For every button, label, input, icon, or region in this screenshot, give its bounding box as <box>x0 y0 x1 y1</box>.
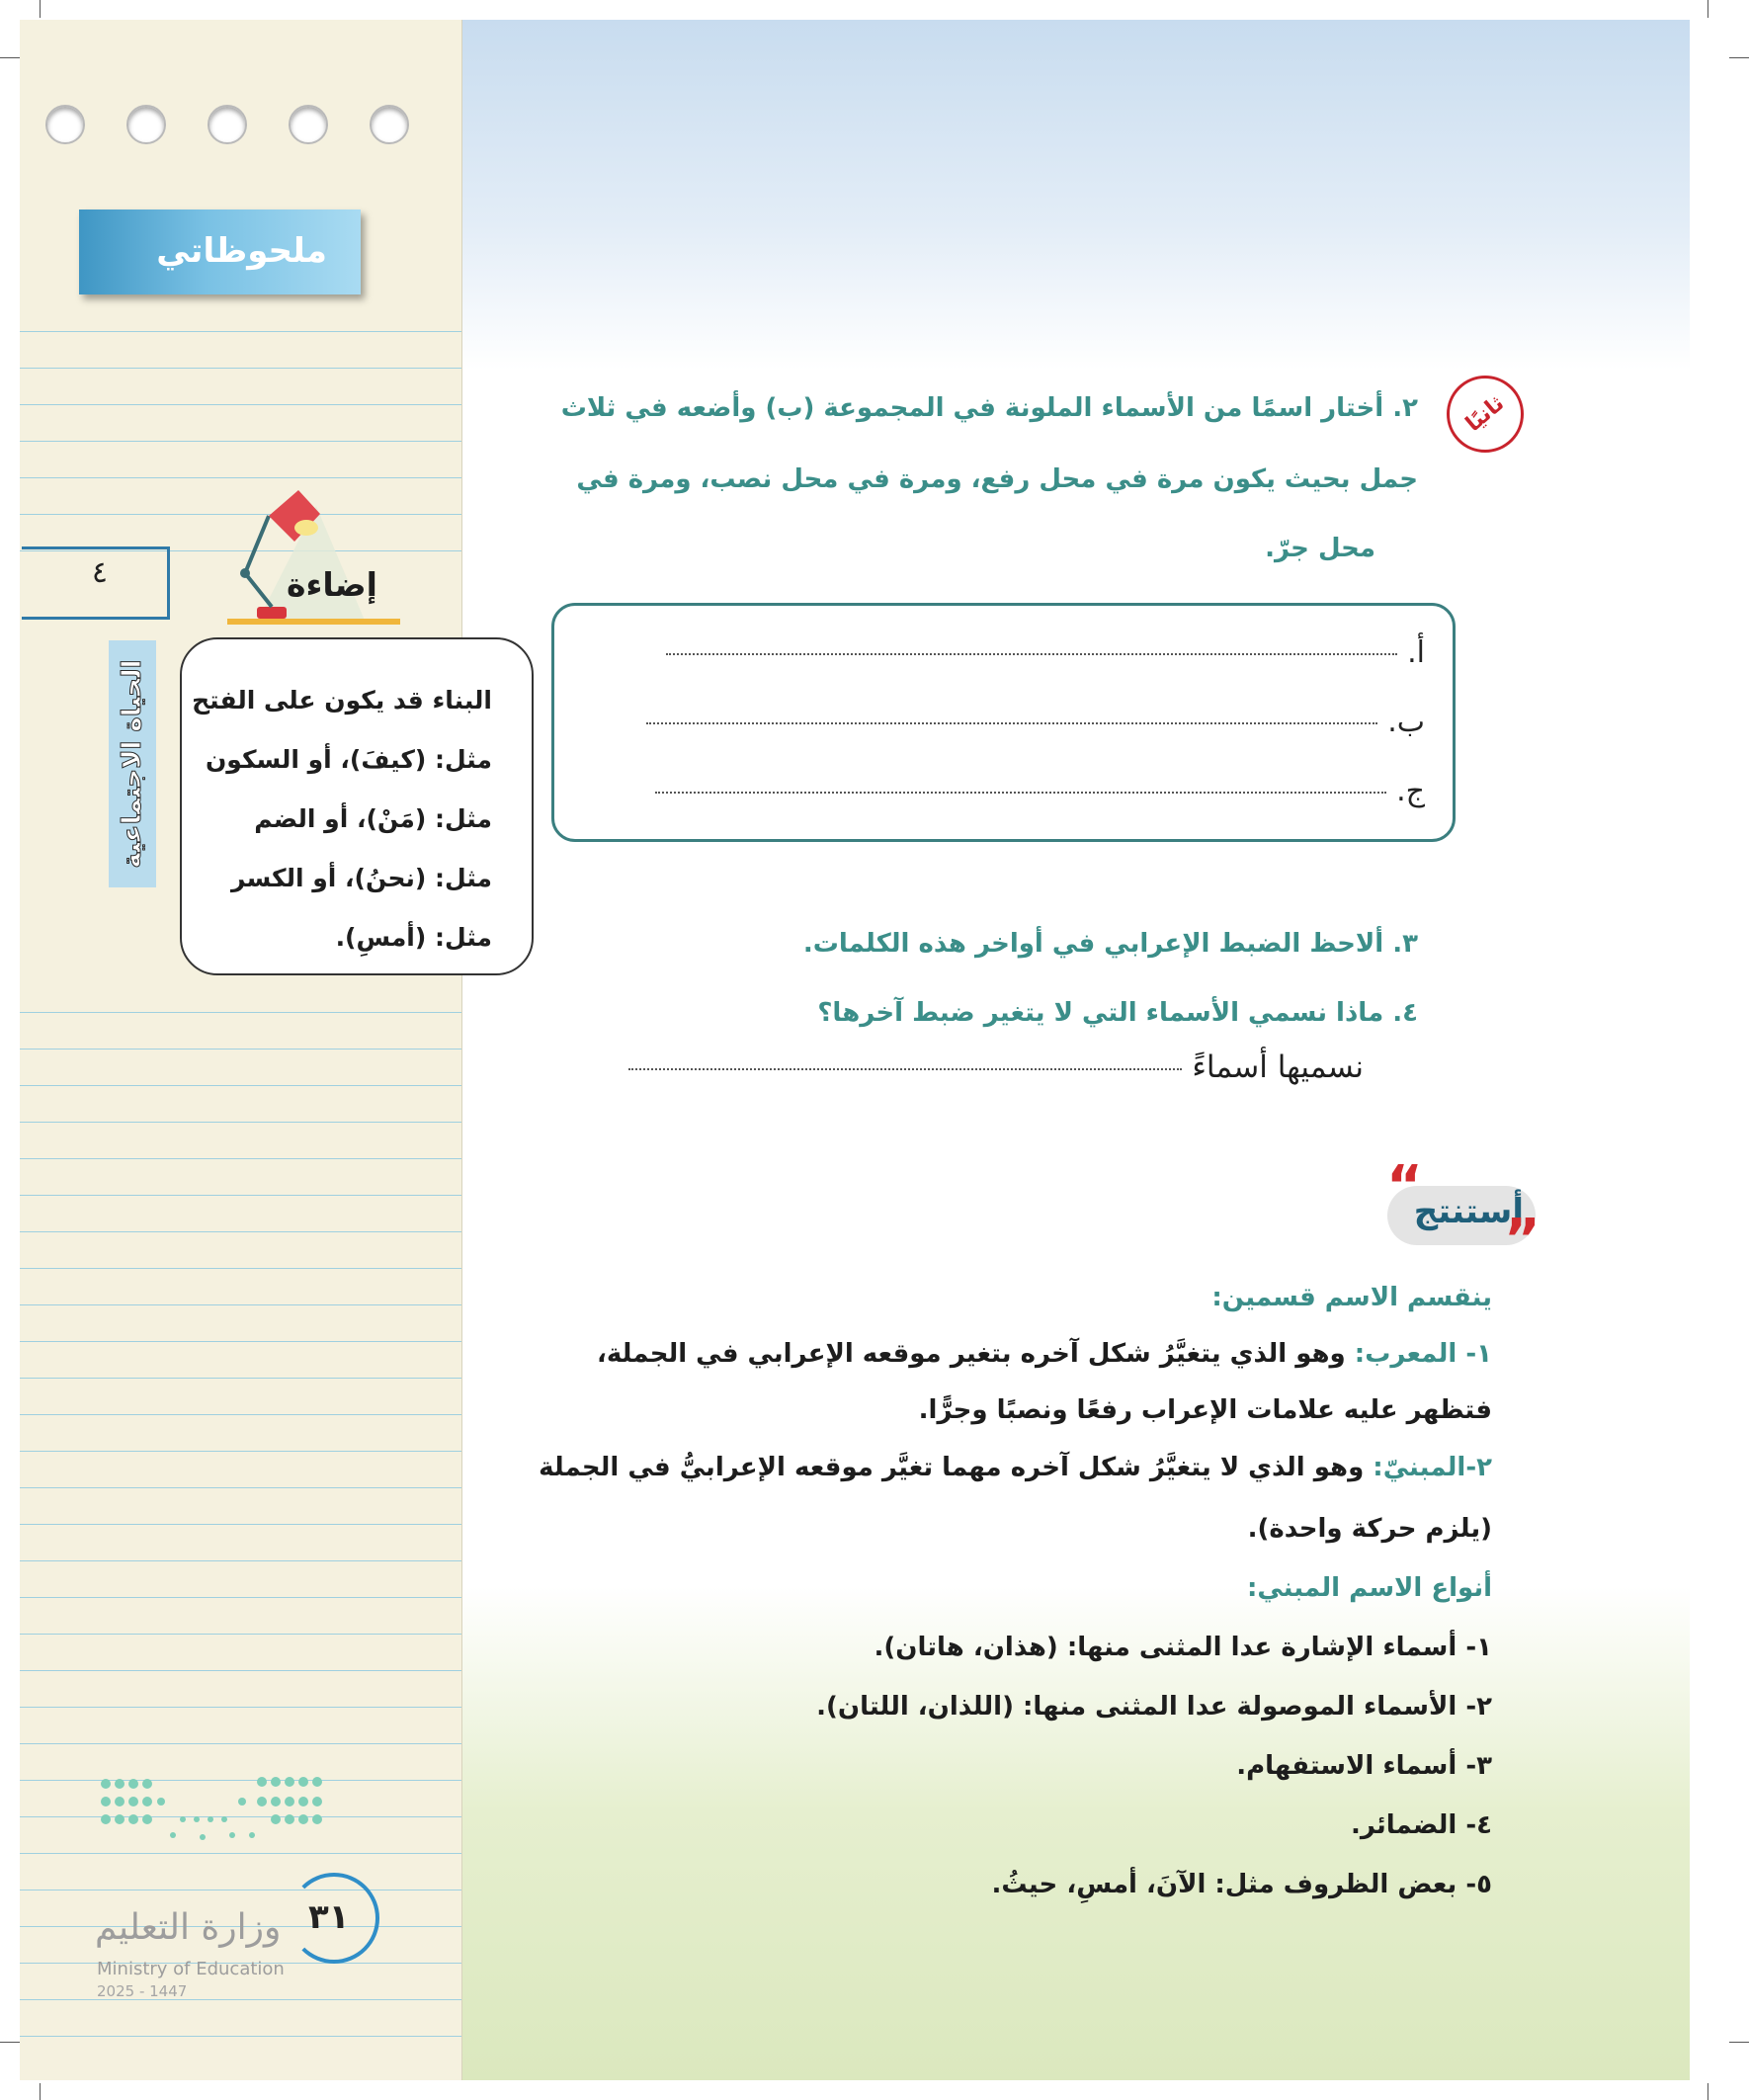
notes-sidebar <box>20 20 462 2080</box>
answer-input-b[interactable] <box>646 722 1377 724</box>
tip-line: البناء قد يكون على الفتح <box>192 686 492 714</box>
lamp-icon <box>217 484 415 632</box>
note-line <box>20 1231 461 1232</box>
question-2-line-2: جمل بحيث يكون مرة في محل رفع، ومرة في محل نصب، ومرة في <box>576 464 1418 494</box>
answer-row-a <box>666 635 1425 670</box>
note-line <box>20 1670 461 1671</box>
note-line <box>20 1414 461 1415</box>
binder-hole <box>45 105 85 144</box>
tip-line: مثل: (نحنُ)، أو الكسر <box>231 864 492 892</box>
question-4 <box>817 998 1418 1028</box>
crop-mark <box>40 2083 41 2100</box>
page-number: ٣١ <box>308 1897 350 1937</box>
binder-hole <box>126 105 166 144</box>
ministry-year: 2025 - 1447 <box>97 1982 188 2000</box>
note-line <box>20 1451 461 1452</box>
note-line <box>20 1304 461 1305</box>
type-item: ٣- أسماء الاستفهام. <box>1236 1751 1492 1781</box>
answer-label: أ. <box>1407 635 1425 670</box>
note-line <box>20 1341 461 1342</box>
binder-hole <box>370 105 409 144</box>
question-3 <box>803 929 1418 959</box>
crop-mark <box>40 0 41 18</box>
tip-line: مثل: (أمسِ). <box>335 923 492 952</box>
binder-hole <box>289 105 328 144</box>
question-2-line-1 <box>561 393 1418 423</box>
question-number: ٢. <box>1392 393 1418 423</box>
conclusion-item-1-cont: فتظهر عليه علامات الإعراب رفعًا ونصبًا وجرًّا. <box>918 1395 1492 1425</box>
crop-mark <box>1707 0 1708 18</box>
unit-title: الحياة الاجتماعية <box>118 659 147 869</box>
type-item: ٢- الأسماء الموصولة عدا المثنى منها: (اللذان، اللتان). <box>816 1692 1492 1722</box>
unit-number: ٤ <box>91 555 108 590</box>
note-line <box>20 1560 461 1561</box>
note-line <box>20 1999 461 2000</box>
note-line <box>20 1634 461 1635</box>
note-line <box>20 1085 461 1086</box>
conclusion-item-1 <box>597 1339 1492 1369</box>
note-line <box>20 1378 461 1379</box>
item-label: ١- المعرب: <box>1354 1339 1492 1369</box>
tip-box <box>180 637 534 975</box>
question-number: ٣. <box>1392 929 1418 959</box>
answer-input-a[interactable] <box>666 653 1397 655</box>
note-line <box>20 331 461 332</box>
note-line <box>20 477 461 478</box>
note-line <box>20 368 461 369</box>
note-line <box>20 1743 461 1744</box>
note-line <box>20 441 461 442</box>
conclusion-intro: ينقسم الاسم قسمين: <box>1211 1283 1492 1312</box>
type-item: ٤- الضمائر. <box>1350 1810 1492 1840</box>
note-line <box>20 1195 461 1196</box>
question-text: ماذا نسمي الأسماء التي لا يتغير ضبط آخرها؟ <box>817 998 1384 1028</box>
question-4-answer <box>583 1050 1364 1085</box>
quote-close-icon: ” <box>1504 1208 1541 1272</box>
answer-input-c[interactable] <box>655 792 1386 794</box>
note-line <box>20 1524 461 1525</box>
item-label: ٢-المبنيّ: <box>1373 1453 1492 1482</box>
notes-label <box>79 210 361 294</box>
type-item: ٥- بعض الظروف مثل: الآنَ، أمسِ، حيثُ. <box>991 1870 1492 1899</box>
answer-prefix: نسميها أسماءً <box>1192 1050 1364 1085</box>
answer-box <box>551 603 1456 842</box>
note-line <box>20 1707 461 1708</box>
answer-label: ب. <box>1387 705 1425 739</box>
unit-title-tab <box>109 640 156 887</box>
note-line <box>20 1487 461 1488</box>
tip-line: مثل: (مَنْ)، أو الضم <box>254 804 492 833</box>
notes-label-text: ملحوظاتي <box>156 231 327 271</box>
answer-row-c <box>655 774 1425 808</box>
ministry-logo-icon <box>94 1774 331 1853</box>
note-line <box>20 404 461 405</box>
note-line <box>20 1853 461 1854</box>
question-number: ٤. <box>1392 998 1418 1028</box>
item-text: وهو الذي لا يتغيَّرُ شكل آخره مهما تغيَّر موقعه الإعرابيُّ في الجملة <box>539 1453 1365 1482</box>
binder-hole <box>208 105 247 144</box>
crop-mark <box>1729 2042 1749 2043</box>
section-badge-text: ثانيًا <box>1460 390 1510 438</box>
question-text: أختار اسمًا من الأسماء الملونة في المجموعة (ب) وأضعه في ثلاث <box>560 393 1384 423</box>
note-line <box>20 1597 461 1598</box>
note-line <box>20 1122 461 1123</box>
note-line <box>20 1012 461 1013</box>
tip-title: إضاءة <box>287 565 377 604</box>
crop-mark <box>0 2042 20 2043</box>
note-line <box>20 1158 461 1159</box>
types-title: أنواع الاسم المبني: <box>1246 1573 1492 1603</box>
note-line <box>20 1268 461 1269</box>
answer-label: ج. <box>1396 774 1425 808</box>
quote-open-icon: “ <box>1386 1154 1423 1218</box>
tip-line: مثل: (كيفَ)، أو السكون <box>205 745 492 774</box>
conclusion-item-2-cont: (يلزم حركة واحدة). <box>1247 1514 1492 1544</box>
section-badge <box>1447 376 1524 453</box>
question-2-line-3: محل جرّ. <box>1265 534 1375 563</box>
answer-input-4[interactable] <box>628 1068 1182 1070</box>
conclude-title: أستنتج <box>1413 1192 1524 1231</box>
type-item: ١- أسماء الإشارة عدا المثنى منها: (هذان، هاتان). <box>874 1633 1492 1662</box>
crop-mark <box>1729 57 1749 58</box>
ministry-name-english: Ministry of Education <box>97 1959 285 1979</box>
crop-mark <box>1707 2083 1708 2100</box>
note-line <box>20 2036 461 2037</box>
crop-mark <box>0 57 20 58</box>
unit-number-box <box>22 546 170 620</box>
question-text: ألاحظ الضبط الإعرابي في أواخر هذه الكلمات. <box>802 929 1384 959</box>
item-text: وهو الذي يتغيَّرُ شكل آخره بتغير موقعه الإعرابي في الجملة، <box>597 1339 1346 1369</box>
answer-row-b <box>646 705 1425 739</box>
conclusion-item-2 <box>539 1453 1492 1482</box>
ministry-name-arabic: وزارة التعليم <box>95 1907 282 1948</box>
note-line <box>20 1049 461 1050</box>
